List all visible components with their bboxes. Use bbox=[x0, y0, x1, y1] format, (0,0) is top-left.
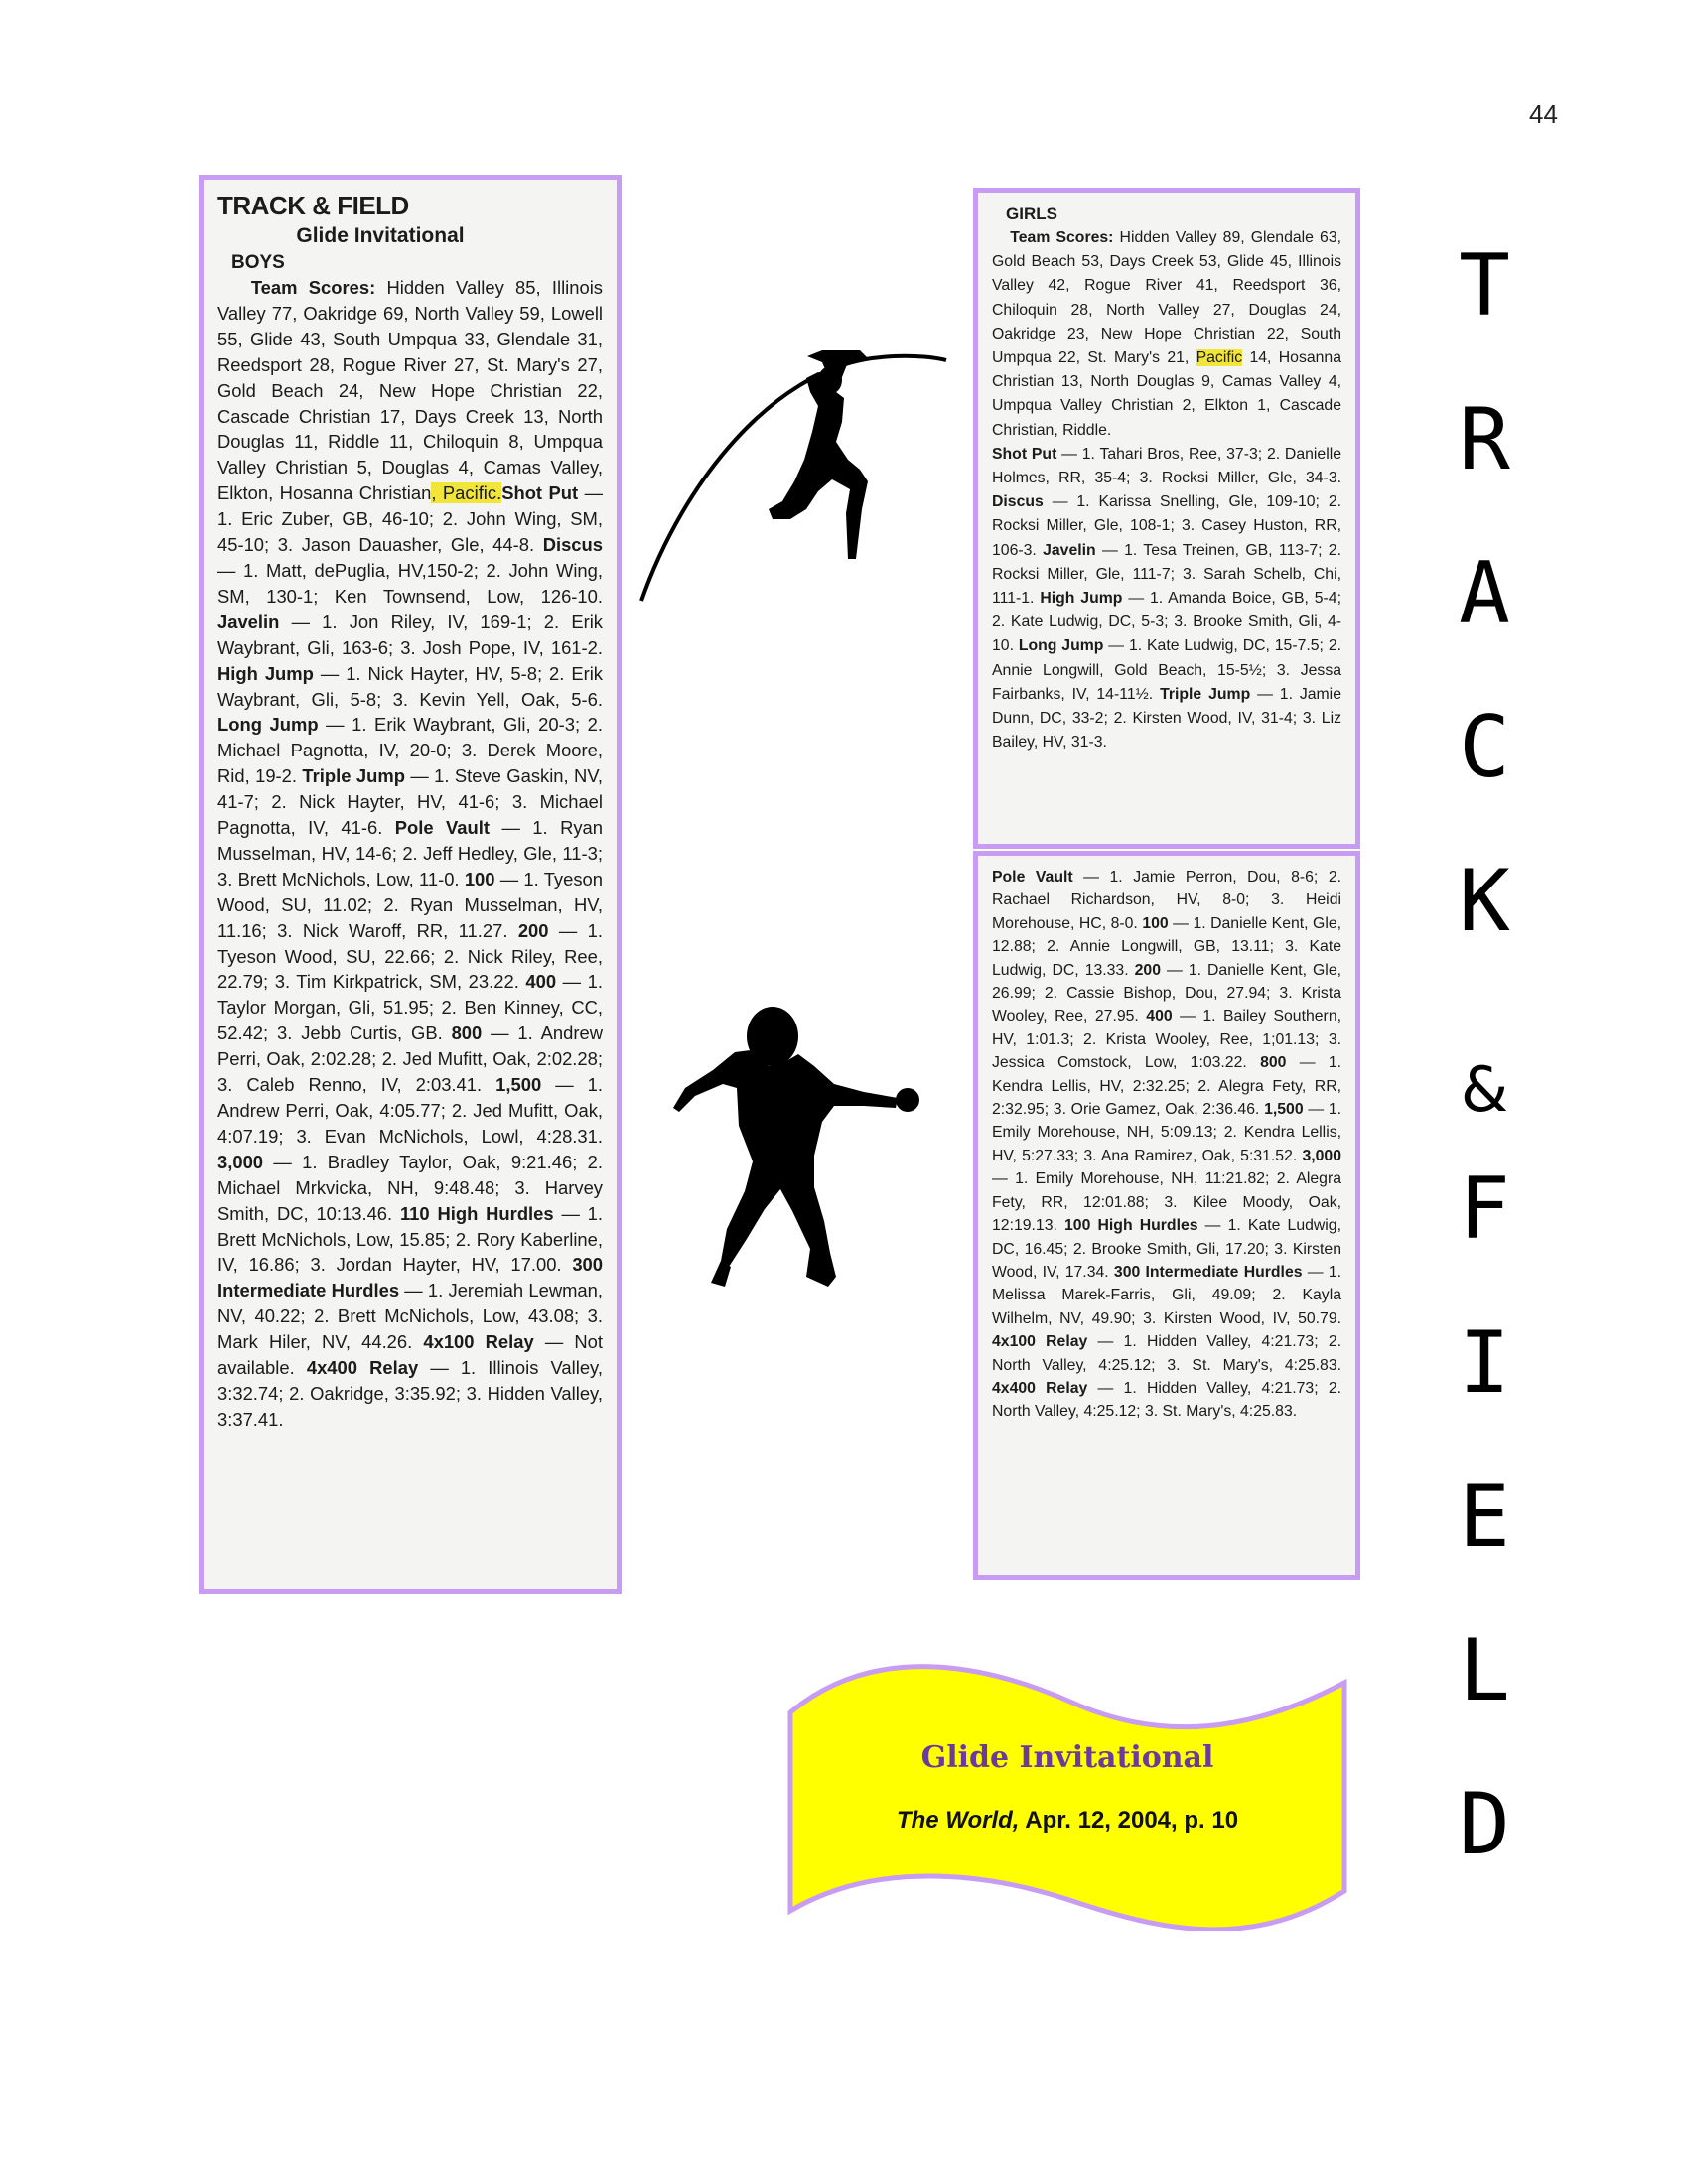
event-results: — 1. Tyeson Wood, SU, 22.66; 2. Nick Riley, Ree, 22.79; 3. Tim Kirkpatrick, SM, 23.22. bbox=[217, 919, 603, 993]
event-name: 800 bbox=[451, 1023, 483, 1044]
event-results: — 1. Erik Waybrant, Gli, 20-3; 2. Michael Pagnotta, IV, 20-0; 3. Derek Moore, Rid, 19-2. bbox=[217, 714, 604, 787]
event-results: — 1. Hidden Valley, 4:21.73; 2. North Valley, 4:25.12; 3. St. Mary's, 4:25.83. bbox=[992, 1333, 1341, 1374]
section-heading: TRACK & FIELD bbox=[217, 191, 409, 220]
event-results: — 1. Jeremiah Lewman, NV, 40.22; 2. Brett McNichols, Low, 43.08; 3. Mark Hiler, NV, 44.26. bbox=[217, 1280, 603, 1353]
title-letter: C bbox=[1459, 698, 1510, 797]
discus-thrower-silhouette-icon bbox=[665, 993, 933, 1310]
event-results: — 1. Jamie Dunn, DC, 33-2; 2. Kirsten Wood, IV, 31-4; 3. Liz Bailey, HV, 31-3. bbox=[992, 685, 1341, 751]
event-name: 200 bbox=[517, 919, 549, 941]
event-name: 1,500 bbox=[1264, 1101, 1304, 1119]
boys-results-text bbox=[217, 275, 603, 1433]
event-results: — 1. Andrew Perri, Oak, 2:02.28; 2. Jed Mufitt, Oak, 2:02.28; 3. Caleb Renno, IV, 2:03.41. bbox=[217, 1023, 603, 1096]
title-letter: E bbox=[1459, 1467, 1510, 1567]
girls-results-text bbox=[992, 226, 1341, 754]
event-name: 3,000 bbox=[217, 1151, 264, 1172]
boys-division-heading: BOYS bbox=[231, 252, 285, 273]
event-name: 100 bbox=[1142, 914, 1169, 932]
girls-event-list bbox=[992, 446, 1341, 751]
girls-results-clipping bbox=[973, 188, 1360, 849]
event-name: Triple Jump bbox=[1160, 685, 1251, 703]
citation-banner bbox=[784, 1663, 1350, 1931]
event-name: Discus bbox=[542, 534, 603, 556]
event-name: Javelin bbox=[1043, 541, 1096, 559]
page-number: 44 bbox=[1529, 99, 1558, 129]
event-results: — 1. Kate Ludwig, DC, 16.45; 2. Brooke Smith, Gli, 17.20; 3. Kirsten Wood, IV, 17.34. bbox=[992, 1217, 1341, 1281]
event-results: — 1. Bradley Taylor, Oak, 9:21.46; 2. Michael Mrkvicka, NH, 9:48.48; 3. Harvey Smith, DC, 10:13.46. bbox=[217, 1151, 603, 1224]
boys-event-list bbox=[217, 482, 603, 1430]
team-scores-text-after: 14, Hosanna Christian 13, North Douglas 9, Camas Valley 4, Umpqua Valley Christian 2, Elkton 1, Cascade Christian, Riddle. bbox=[992, 349, 1341, 439]
event-name: 300 Intermediate Hurdles bbox=[1113, 1263, 1303, 1281]
event-name: 100 High Hurdles bbox=[1064, 1217, 1198, 1235]
event-name: 110 High Hurdles bbox=[399, 1202, 554, 1224]
event-results: — 1. Tyeson Wood, SU, 11.02; 2. Ryan Musselman, HV, 11.16; 3. Nick Waroff, RR, 11.27. bbox=[217, 868, 603, 941]
event-results: — 1. Danielle Kent, Gle, 26.99; 2. Cassie Bishop, Dou, 27.94; 3. Krista Wooley, Ree, 27.95. bbox=[992, 961, 1341, 1025]
title-letter: R bbox=[1459, 390, 1510, 489]
team-scores-text: Hidden Valley 85, Illinois Valley 77, Oakridge 69, North Valley 59, Lowell 55, Glide 43, South Umpqua 33, Glendale 31, Reedsport 28, Rogue River 27, St. Mary's 27, Gold Beach 24, New Hope Christian 22, Cascade Christian 17, Days Creek 13, North Douglas 11, Riddle 11, Chiloquin 8, Umpqua Valley Christian 5, Douglas 4, Camas Valley, Elkton, Hosanna Christian bbox=[217, 277, 603, 504]
event-name: High Jump bbox=[1040, 590, 1123, 608]
team-scores-label: Team Scores: bbox=[250, 277, 376, 298]
event-name: Triple Jump bbox=[302, 765, 405, 787]
title-letter: D bbox=[1459, 1775, 1510, 1874]
title-letter: K bbox=[1459, 852, 1510, 951]
event-name: Shot Put bbox=[992, 445, 1057, 463]
event-results: — 1. Bailey Southern, HV, 1:01.3; 2. Krista Wooley, Ree, 1;01.13; 3. Jessica Comstock, Low, 1:03.22. bbox=[992, 1008, 1341, 1072]
team-scores-text: Hidden Valley 89, Glendale 63, Gold Beach 53, Days Creek 53, Glide 45, Illinois Valley 42, Rogue River 41, Reedsport 36, Chiloquin 28, North Valley 27, Douglas 24, Oakridge 23, New Hope Christian 22, South Umpqua 22, St. Mary's 21, bbox=[992, 229, 1342, 367]
event-name: 1,500 bbox=[495, 1074, 542, 1096]
event-name: 300 Intermediate Hurdles bbox=[217, 1254, 603, 1301]
event-name: Pole Vault bbox=[394, 817, 491, 839]
highlighted-team: , Pacific. bbox=[431, 482, 502, 504]
title-letter: & bbox=[1460, 1053, 1509, 1126]
event-results: — 1. Jon Riley, IV, 169-1; 2. Erik Waybrant, Gli, 163-6; 3. Josh Pope, IV, 161-2. bbox=[217, 611, 603, 658]
event-results: — 1. Emily Morehouse, NH, 5:09.13; 2. Kendra Lellis, HV, 5:27.33; 3. Ana Ramirez, Oak, 5:31.52. bbox=[992, 1101, 1341, 1164]
girls-results-clipping-continued bbox=[973, 851, 1360, 1580]
event-results: — 1. Eric Zuber, GB, 46-10; 2. John Wing, SM, 45-10; 3. Jason Dauasher, Gle, 44-8. bbox=[217, 482, 604, 556]
event-results: — 1. Kendra Lellis, HV, 2:32.25; 2. Alegra Fety, RR, 2:32.95; 3. Orie Gamez, Oak, 2:36.46. bbox=[992, 1054, 1342, 1119]
event-name: 3,000 bbox=[1302, 1147, 1341, 1164]
event-results: — 1. Jamie Perron, Dou, 8-6; 2. Rachael Richardson, HV, 8-0; 3. Heidi Morehouse, HC, 8-0. bbox=[992, 869, 1341, 932]
event-name: 4x400 Relay bbox=[306, 1357, 419, 1379]
event-results: — 1. Illinois Valley, 3:32.74; 2. Oakridge, 3:35.92; 3. Hidden Valley, 3:37.41. bbox=[217, 1357, 603, 1430]
event-results: — 1. Danielle Kent, Gle, 12.88; 2. Annie Longwill, GB, 13.11; 3. Kate Ludwig, DC, 13.33. bbox=[992, 914, 1342, 979]
title-letter: I bbox=[1459, 1313, 1510, 1413]
boys-results-clipping bbox=[199, 175, 622, 1594]
title-letter: L bbox=[1459, 1621, 1510, 1720]
event-name: Discus bbox=[992, 493, 1044, 511]
event-results: — 1. Emily Morehouse, NH, 11:21.82; 2. Alegra Fety, RR, 12:01.88; 3. Kilee Moody, Oak, 12:19.13. bbox=[992, 1170, 1341, 1235]
event-name: 400 bbox=[525, 971, 557, 993]
highlighted-team: Pacific bbox=[1196, 349, 1243, 367]
girls-event-list-continued bbox=[992, 869, 1341, 1420]
event-results: — 1. Ryan Musselman, HV, 14-6; 2. Jeff Hedley, Gle, 11-3; 3. Brett McNichols, Low, 11-0. bbox=[217, 817, 603, 889]
meet-heading: Glide Invitational bbox=[296, 224, 465, 247]
event-name: 200 bbox=[1134, 961, 1161, 979]
event-name: 4x100 Relay bbox=[423, 1331, 534, 1353]
event-results: — 1. Brett McNichols, Low, 15.85; 2. Rory Kaberline, IV, 16.86; 3. Jordan Hayter, HV, 17.00. bbox=[217, 1202, 604, 1276]
event-name: Long Jump bbox=[1018, 637, 1104, 655]
vertical-track-and-field-title bbox=[1440, 236, 1529, 1936]
title-letter: A bbox=[1459, 544, 1510, 643]
girls-results-text-continued bbox=[992, 866, 1341, 1424]
citation-date: Apr. 12, 2004, p. 10 bbox=[1019, 1807, 1239, 1834]
event-results: — 1. Melissa Marek-Farris, Gli, 49.09; 2. Kayla Wilhelm, NV, 49.90; 3. Kirsten Wood, IV, 50.79. bbox=[992, 1263, 1341, 1327]
event-results: — 1. Karissa Snelling, Gle, 109-10; 2. Rocksi Miller, Gle, 108-1; 3. Casey Huston, RR, 106-3. bbox=[992, 493, 1341, 559]
event-name: Shot Put bbox=[501, 482, 579, 504]
event-results: — Not available. bbox=[217, 1331, 603, 1379]
event-results: — 1. Nick Hayter, HV, 5-8; 2. Erik Waybrant, Gli, 5-8; 3. Kevin Yell, Oak, 5-6. bbox=[217, 662, 603, 710]
event-results: — 1. Amanda Boice, GB, 5-4; 2. Kate Ludwig, DC, 5-3; 3. Brooke Smith, Gli, 4-10. bbox=[992, 590, 1341, 655]
event-name: 4x400 Relay bbox=[992, 1379, 1088, 1397]
event-results: — 1. Andrew Perri, Oak, 4:05.77; 2. Jed Mufitt, Oak, 4:07.19; 3. Evan McNichols, Lowl, 4:28.31. bbox=[217, 1074, 603, 1147]
event-results: — 1. Kate Ludwig, DC, 15-7.5; 2. Annie Longwill, Gold Beach, 15-5½; 3. Jessa Fairbanks, IV, 14-11½. bbox=[992, 637, 1341, 703]
event-name: Pole Vault bbox=[992, 869, 1073, 886]
title-letter: T bbox=[1459, 236, 1510, 336]
event-name: 400 bbox=[1146, 1008, 1173, 1025]
event-name: 100 bbox=[464, 868, 495, 889]
publication-name: The World, bbox=[896, 1807, 1020, 1834]
event-results: — 1. Tesa Treinen, GB, 113-7; 2. Rocksi Miller, Gle, 111-7; 3. Sarah Schelb, Chi, 111-1. bbox=[992, 541, 1341, 608]
team-scores-label: Team Scores: bbox=[1010, 229, 1114, 246]
banner-citation bbox=[784, 1807, 1350, 1835]
event-results: — 1. Tahari Bros, Ree, 37-3; 2. Danielle Holmes, RR, 35-4; 3. Rocksi Miller, Gle, 34-3. bbox=[992, 445, 1341, 487]
event-name: High Jump bbox=[217, 662, 314, 684]
event-results: — 1. Steve Gaskin, NV, 41-7; 2. Nick Hayter, HV, 41-6; 3. Michael Pagnotta, IV, 41-6. bbox=[217, 765, 604, 839]
girls-division-heading: GIRLS bbox=[1006, 205, 1057, 223]
event-name: 4x100 Relay bbox=[992, 1333, 1088, 1351]
pole-vault-silhouette-icon bbox=[624, 333, 951, 620]
event-name: Javelin bbox=[217, 611, 280, 632]
event-results: — 1. Matt, dePuglia, HV,150-2; 2. John Wing, SM, 130-1; Ken Townsend, Low, 126-10. bbox=[217, 559, 603, 607]
banner-title: Glide Invitational bbox=[920, 1740, 1214, 1775]
event-name: 800 bbox=[1260, 1054, 1287, 1072]
event-results: — 1. Hidden Valley, 4:21.73; 2. North Valley, 4:25.12; 3. St. Mary's, 4:25.83. bbox=[992, 1379, 1341, 1421]
title-letter: F bbox=[1459, 1160, 1510, 1259]
event-results: — 1. Taylor Morgan, Gli, 51.95; 2. Ben Kinney, CC, 52.42; 3. Jebb Curtis, GB. bbox=[217, 971, 603, 1044]
event-name: Long Jump bbox=[217, 714, 319, 736]
